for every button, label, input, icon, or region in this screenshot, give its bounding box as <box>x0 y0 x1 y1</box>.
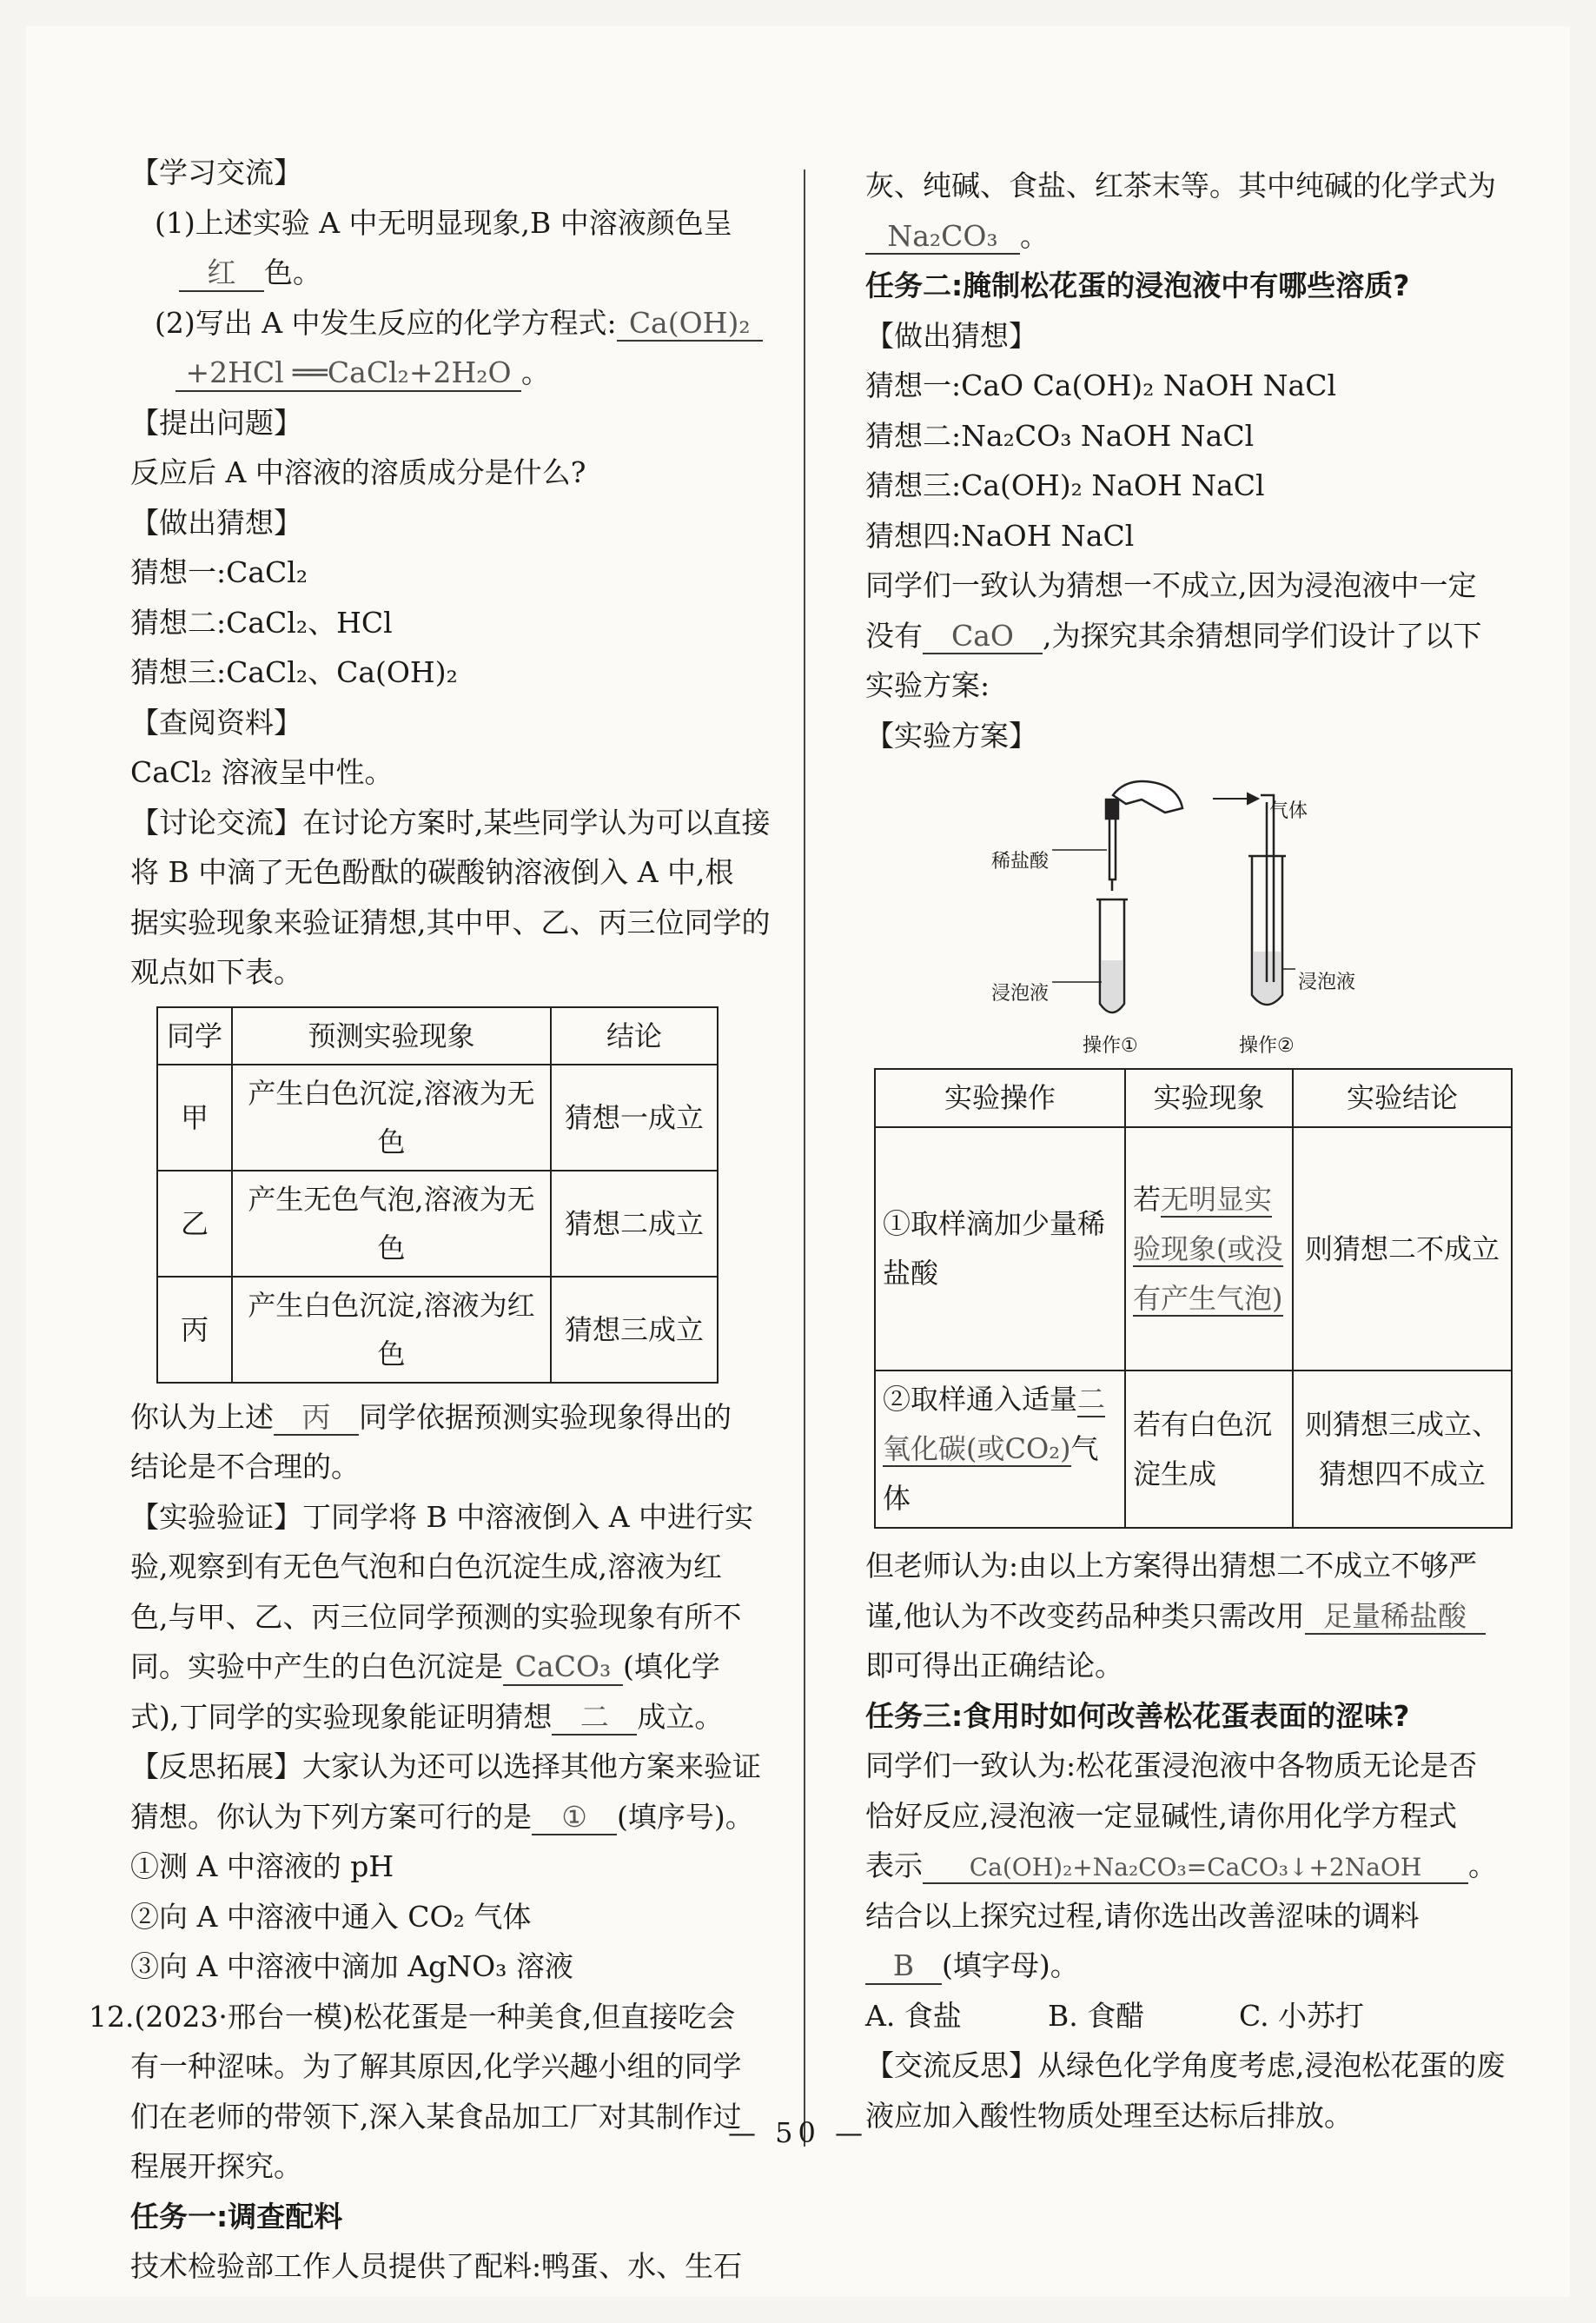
table-cell: 猜想三成立 <box>551 1277 718 1383</box>
text: 。 <box>1020 218 1049 253</box>
table-header: 实验现象 <box>1125 1069 1293 1127</box>
prediction-table <box>156 1006 719 1384</box>
answer-blank: 红 <box>179 256 264 292</box>
answer-blank: ① <box>532 1800 617 1836</box>
text: 。 <box>1468 1848 1497 1882</box>
text: 同学依据预测实验现象得出的 <box>359 1399 732 1434</box>
text-line: 技术检验部工作人员提供了配料:鸭蛋、水、生石 <box>130 2249 743 2283</box>
table-row <box>875 1371 1512 1528</box>
table-header: 结论 <box>551 1007 718 1065</box>
text-line <box>130 1642 799 1692</box>
text: (填序号)。 <box>617 1799 754 1834</box>
text-line: 恰好反应,浸泡液一定显碱性,请你用化学方程式 <box>865 1798 1457 1833</box>
section-heading: 【提出问题】 <box>130 405 302 440</box>
table-cell: 猜想二成立 <box>551 1171 718 1277</box>
section-heading: 【实验方案】 <box>865 718 1037 753</box>
text: ,为探究其余猜想同学们设计了以下 <box>1043 618 1482 653</box>
acid-label: 稀盐酸 <box>991 851 1050 873</box>
table-cell: 丙 <box>157 1277 232 1383</box>
text-line <box>130 1692 799 1742</box>
text-line: 反应后 A 中溶液的溶质成分是什么? <box>130 455 586 489</box>
table-cell: 则猜想二不成立 <box>1293 1127 1512 1371</box>
text: 猜想。你认为下列方案可行的是 <box>130 1799 532 1834</box>
text-line: 猜想三:CaCl₂、Ca(OH)₂ <box>130 655 458 689</box>
right-column <box>865 161 1526 2140</box>
text-line: 色,与甲、乙、丙三位同学预测的实验现象有所不 <box>130 1599 742 1634</box>
answer-blank: +2HCl ══CaCl₂+2H₂O <box>175 355 521 392</box>
table-header-row <box>157 1007 718 1065</box>
text: 谨,他认为不改变药品种类只需改用 <box>865 1598 1305 1633</box>
text-line <box>865 211 1526 262</box>
text: 式),丁同学的实验现象能证明猜想 <box>130 1699 553 1734</box>
text-line: 猜想三:Ca(OH)₂ NaOH NaCl <box>865 468 1265 502</box>
text: (2)写出 A 中发生反应的化学方程式: <box>155 305 617 340</box>
answer-blank: Ca(OH)₂ <box>617 306 763 342</box>
text: 若 <box>1133 1182 1162 1216</box>
answer-blank: 丙 <box>274 1400 359 1437</box>
text-line: 结论是不合理的。 <box>130 1450 360 1483</box>
answer-blank: 二氧化碳(或CO₂) <box>883 1383 1106 1465</box>
section-heading: 【做出猜想】 <box>130 505 302 540</box>
experiment-table <box>874 1068 1513 1529</box>
column-divider <box>804 169 805 2147</box>
task-heading: 任务三:食用时如何改善松花蛋表面的涩味? <box>865 1698 1410 1733</box>
dropper-hand-icon <box>1106 781 1182 891</box>
text-line: 猜想四:NaOH NaCl <box>865 518 1135 553</box>
table-header: 实验操作 <box>875 1069 1125 1127</box>
text-line: 们在老师的带领下,深入某食品加工厂对其制作过 <box>130 2099 742 2134</box>
choice-a: A. 食盐 <box>865 1998 962 2033</box>
table-cell <box>875 1371 1125 1528</box>
text: 没有 <box>865 618 923 653</box>
text-line <box>865 1941 1526 1991</box>
table-cell <box>1125 1127 1293 1371</box>
left-column <box>89 148 799 2292</box>
gas-arrow-icon <box>1213 793 1258 804</box>
text-line: 猜想一:CaO Ca(OH)₂ NaOH NaCl <box>865 368 1337 402</box>
table-header: 实验结论 <box>1293 1069 1512 1127</box>
question-title: 12.(2023·邢台一模)松花蛋是一种美食,但直接吃会 <box>89 1999 736 2034</box>
text-line: 有一种涩味。为了解其原因,化学兴趣小组的同学 <box>130 2049 742 2083</box>
text-line <box>130 298 799 348</box>
text-line: 【实验验证】丁同学将 B 中溶液倒入 A 中进行实 <box>130 1499 754 1534</box>
text-line: 同学们一致认为猜想一不成立,因为浸泡液中一定 <box>865 568 1477 602</box>
choice-options <box>865 1991 1526 2041</box>
text-line: 猜想二:CaCl₂、HCl <box>130 605 393 640</box>
text: 同。实验中产生的白色沉淀是 <box>130 1649 503 1683</box>
text: (填化学 <box>623 1649 720 1683</box>
gas-label: 气体 <box>1269 800 1308 822</box>
answer-blank: CaCO₃ <box>503 1649 623 1686</box>
table-row <box>157 1277 718 1383</box>
text-line: 程展开探究。 <box>130 2149 302 2183</box>
text-line: 【交流反思】从绿色化学角度考虑,浸泡松花蛋的废 <box>865 2048 1506 2082</box>
text-line: 猜想二:Na₂CO₃ NaOH NaCl <box>865 418 1255 453</box>
table-cell: 产生白色沉淀,溶液为无色 <box>232 1065 551 1171</box>
answer-blank: B <box>865 1948 942 1985</box>
choice-b: B. 食醋 <box>1048 1998 1145 2033</box>
answer-blank: CaO <box>923 619 1043 655</box>
text: 气体 <box>883 1432 1099 1515</box>
answer-blank: 二 <box>552 1700 637 1736</box>
text-line: CaCl₂ 溶液呈中性。 <box>130 755 394 789</box>
apparatus-illustration <box>865 760 1526 1056</box>
section-heading: 【学习交流】 <box>130 156 302 189</box>
task-heading: 任务一:调查配料 <box>130 2199 343 2233</box>
text-line <box>865 1841 1526 1891</box>
table-cell: 若有白色沉淀生成 <box>1125 1371 1293 1528</box>
text-line: 但老师认为:由以上方案得出猜想二不成立不够严 <box>865 1549 1478 1583</box>
table-cell: 乙 <box>157 1171 232 1277</box>
text: ②取样通入适量 <box>883 1383 1078 1416</box>
table-cell: 则猜想三成立、猜想四不成立 <box>1293 1371 1512 1528</box>
text: 。 <box>521 355 550 389</box>
text-line <box>865 1591 1526 1642</box>
text: 表示 <box>865 1848 923 1882</box>
answer-blank: 足量稀盐酸 <box>1305 1599 1486 1636</box>
text-line: 同学们一致认为:松花蛋浸泡液中各物质无论是否 <box>865 1749 1478 1782</box>
answer-blank: Ca(OH)₂+Na₂CO₃=CaCO₃↓+2NaOH <box>923 1853 1468 1884</box>
operation-label: 操作② <box>1239 1035 1295 1057</box>
text-line <box>865 611 1526 661</box>
text-line: 将 B 中滴了无色酚酞的碳酸钠溶液倒入 A 中,根 <box>130 855 734 889</box>
text: 色。 <box>264 256 321 289</box>
liquid-label: 浸泡液 <box>1298 972 1356 993</box>
operation-label: 操作① <box>1083 1035 1138 1057</box>
liquid-label: 浸泡液 <box>991 983 1050 1005</box>
text-line: 验,观察到有无色气泡和白色沉淀生成,溶液为红 <box>130 1550 722 1583</box>
experiment-figure <box>865 760 1526 1056</box>
answer-blank: Na₂CO₃ <box>865 219 1020 256</box>
table-cell: 产生白色沉淀,溶液为红色 <box>232 1277 551 1383</box>
text: 成立。 <box>637 1699 724 1734</box>
option-item: ②向 A 中溶液中通入 CO₂ 气体 <box>130 1899 532 1934</box>
answer-blank: 无明显实验现象(或没有产生气泡) <box>1133 1182 1283 1315</box>
text-line: 实验方案: <box>865 668 990 702</box>
text-line: 即可得出正确结论。 <box>865 1649 1123 1683</box>
text-line <box>130 1392 799 1443</box>
text-line: 观点如下表。 <box>130 955 302 989</box>
table-header-row <box>875 1069 1512 1127</box>
table-row <box>875 1127 1512 1371</box>
table-header: 预测实验现象 <box>232 1007 551 1065</box>
text-line: 【讨论交流】在讨论方案时,某些同学认为可以直接 <box>130 805 771 840</box>
option-item: ③向 A 中溶液中滴加 AgNO₃ 溶液 <box>130 1949 573 1983</box>
table-cell: ①取样滴加少量稀盐酸 <box>875 1127 1125 1371</box>
page-number: — 50 — <box>727 2116 869 2149</box>
task-heading: 任务二:腌制松花蛋的浸泡液中有哪些溶质? <box>865 269 1410 302</box>
table-header: 同学 <box>157 1007 232 1065</box>
text-line <box>130 248 799 298</box>
option-item: ①测 A 中溶液的 pH <box>130 1849 394 1883</box>
section-heading: 【做出猜想】 <box>865 318 1037 353</box>
text-line: 据实验现象来验证猜想,其中甲、乙、丙三位同学的 <box>130 905 771 939</box>
text-line: 灰、纯碱、食盐、红茶末等。其中纯碱的化学式为 <box>865 169 1496 202</box>
table-row <box>157 1171 718 1277</box>
choice-c: C. 小苏打 <box>1239 1998 1365 2033</box>
text-line: 液应加入酸性物质处理至达标后排放。 <box>865 2098 1353 2133</box>
text-line: (1)上述实验 A 中无明显现象,B 中溶液颜色呈 <box>155 205 732 240</box>
test-tube-1-icon <box>1096 899 1128 1012</box>
text-line: 【反思拓展】大家认为还可以选择其他方案来验证 <box>130 1749 761 1783</box>
section-heading: 【查阅资料】 <box>130 705 302 740</box>
table-row <box>157 1065 718 1171</box>
text-line: 结合以上探究过程,请你选出改善涩味的调料 <box>865 1898 1420 1933</box>
text: 你认为上述 <box>130 1399 274 1434</box>
table-cell: 产生无色气泡,溶液为无色 <box>232 1171 551 1277</box>
text: (填字母)。 <box>942 1948 1079 1982</box>
text-line: 猜想一:CaCl₂ <box>130 555 308 589</box>
table-cell: 猜想一成立 <box>551 1065 718 1171</box>
text-line <box>130 348 799 398</box>
text-line <box>130 1792 799 1842</box>
table-cell: 甲 <box>157 1065 232 1171</box>
